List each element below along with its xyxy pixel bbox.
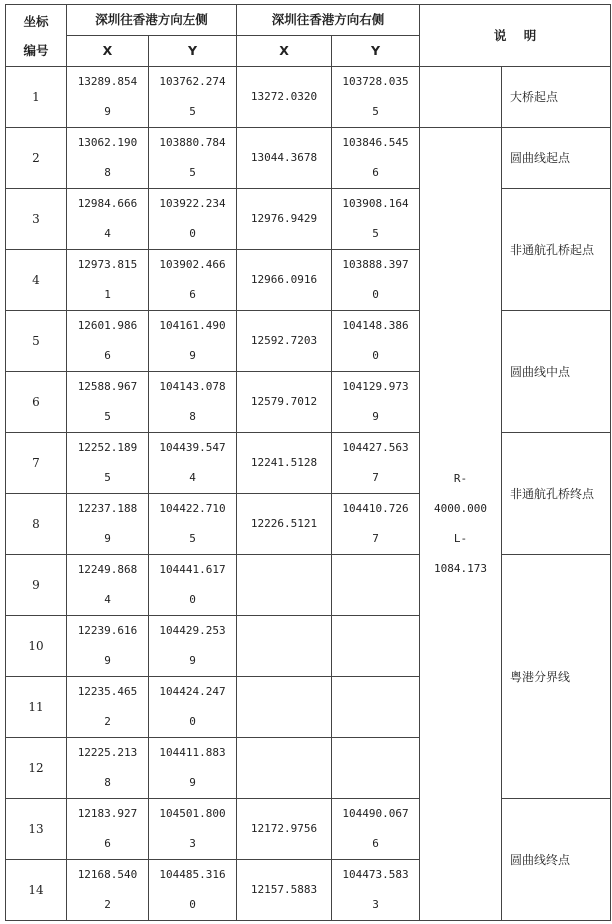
left-y-cell: 103880.784 5 [149,128,237,189]
left-x-cell: 12252.189 5 [67,433,149,494]
note-nonnav-end: 非通航孔桥终点 [502,433,611,555]
row-number: 4 [6,250,67,311]
right-x-cell: 12976.9429 [237,189,332,250]
note-nonnav-start: 非通航孔桥起点 [502,189,611,311]
right-y-cell [332,616,420,677]
left-x-cell: 12225.213 8 [67,738,149,799]
right-x-cell [237,616,332,677]
left-x-cell: 12973.815 1 [67,250,149,311]
row-number: 10 [6,616,67,677]
right-y-cell [332,677,420,738]
right-y-cell: 103908.164 5 [332,189,420,250]
left-x-cell: 13062.190 8 [67,128,149,189]
table-row [6,311,611,372]
right-y-cell: 104490.067 6 [332,799,420,860]
note-curve-mid: 圆曲线中点 [502,311,611,433]
right-y-cell: 103888.397 0 [332,250,420,311]
left-x-cell: 12984.666 4 [67,189,149,250]
row-number: 14 [6,860,67,921]
curve-length-value: 1084.173 [434,562,488,575]
header-right-side: 深圳往香港方向右侧 [237,5,420,36]
right-x-cell: 12226.5121 [237,494,332,555]
right-y-cell: 104427.563 7 [332,433,420,494]
note-bridge-start: 大桥起点 [502,67,611,128]
left-y-cell: 104422.710 5 [149,494,237,555]
row-number: 11 [6,677,67,738]
right-y-cell: 103846.545 6 [332,128,420,189]
left-y-cell: 104143.078 8 [149,372,237,433]
header-left-y: Y [149,36,237,67]
right-y-cell [332,555,420,616]
left-y-cell: 104429.253 9 [149,616,237,677]
left-y-cell: 104441.617 0 [149,555,237,616]
right-y-cell: 104148.386 0 [332,311,420,372]
left-y-cell: 103762.274 5 [149,67,237,128]
coordinate-table [5,4,611,921]
right-y-cell: 103728.035 5 [332,67,420,128]
header-left-side: 深圳往香港方向左侧 [67,5,237,36]
right-y-cell: 104473.583 3 [332,860,420,921]
right-x-cell: 12241.5128 [237,433,332,494]
left-y-cell: 104424.247 0 [149,677,237,738]
coordinate-document [5,4,611,921]
right-x-cell [237,738,332,799]
right-x-cell: 12592.7203 [237,311,332,372]
right-x-cell [237,677,332,738]
left-y-cell: 104439.547 4 [149,433,237,494]
row-number: 8 [6,494,67,555]
row-number: 2 [6,128,67,189]
header-right-x: X [237,36,332,67]
table-row [6,555,611,616]
header-description-text: 说 明 [493,27,537,43]
curve-length-label: L- [453,532,468,545]
right-y-cell: 104129.973 9 [332,372,420,433]
left-x-cell: 12588.967 5 [67,372,149,433]
row-number: 6 [6,372,67,433]
right-x-cell [237,555,332,616]
note-curve-start: 圆曲线起点 [502,128,611,189]
curve-parameters-cell [420,128,502,921]
row-number: 7 [6,433,67,494]
left-x-cell: 12237.188 9 [67,494,149,555]
right-y-cell: 104410.726 7 [332,494,420,555]
left-x-cell: 12239.616 9 [67,616,149,677]
left-x-cell: 13289.854 9 [67,67,149,128]
table-row [6,67,611,128]
curve-blank-cell [420,67,502,128]
right-y-cell [332,738,420,799]
left-y-cell: 104501.800 3 [149,799,237,860]
table-row [6,433,611,494]
left-x-cell: 12183.927 6 [67,799,149,860]
row-number: 3 [6,189,67,250]
row-number: 13 [6,799,67,860]
left-y-cell: 103922.234 0 [149,189,237,250]
left-x-cell: 12249.868 4 [67,555,149,616]
right-x-cell: 12579.7012 [237,372,332,433]
header-description [420,5,611,67]
left-y-cell: 104485.316 0 [149,860,237,921]
right-x-cell: 13272.0320 [237,67,332,128]
note-boundary: 粤港分界线 [502,555,611,799]
left-x-cell: 12168.540 2 [67,860,149,921]
left-y-cell: 104411.883 9 [149,738,237,799]
row-number: 9 [6,555,67,616]
header-coord-no [6,5,67,67]
row-number: 12 [6,738,67,799]
right-x-cell: 12172.9756 [237,799,332,860]
left-y-cell: 104161.490 9 [149,311,237,372]
table-row [6,128,611,189]
row-number: 5 [6,311,67,372]
left-x-cell: 12235.465 2 [67,677,149,738]
header-coord-no-line2: 编号 [23,42,49,58]
right-x-cell: 12966.0916 [237,250,332,311]
table-row [6,799,611,860]
row-number: 1 [6,67,67,128]
left-y-cell: 103902.466 6 [149,250,237,311]
right-x-cell: 12157.5883 [237,860,332,921]
right-x-cell: 13044.3678 [237,128,332,189]
left-x-cell: 12601.986 6 [67,311,149,372]
note-curve-end: 圆曲线终点 [502,799,611,921]
header-right-y: Y [332,36,420,67]
curve-radius-label: R- [453,472,468,485]
header-left-x: X [67,36,149,67]
curve-radius-value: 4000.000 [434,502,488,515]
header-coord-no-line1: 坐标 [23,13,49,29]
table-row [6,189,611,250]
